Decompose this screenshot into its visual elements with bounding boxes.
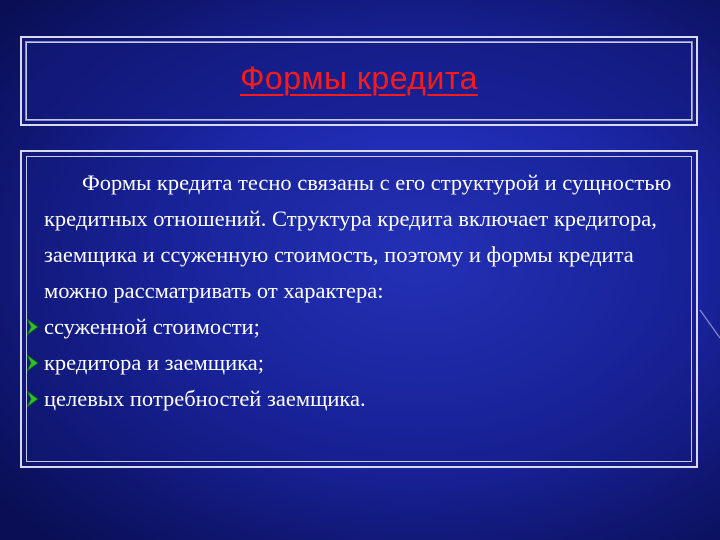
slide-title: Формы кредита <box>240 60 478 96</box>
intro-paragraph: Формы кредита тесно связаны с его структурой и сущностью кредитных отношений. Структура кредита включает кредитора, заемщика и ссуженную стоимость, поэтому и формы кредита можно рассматривать от характера: <box>44 170 672 303</box>
content-frame <box>20 150 698 468</box>
title-frame <box>20 36 698 126</box>
bullet-list <box>44 309 684 417</box>
bullet-text: целевых потребностей заемщика. <box>44 386 366 411</box>
arrowhead-bullet-icon <box>26 354 39 372</box>
content-text <box>44 165 684 417</box>
arrowhead-bullet-icon <box>26 318 39 336</box>
list-item <box>22 381 684 417</box>
arrowhead-bullet-icon <box>26 390 39 408</box>
bullet-text: ссуженной стоимости; <box>44 314 260 339</box>
bullet-text: кредитора и заемщика; <box>44 350 264 375</box>
list-item <box>22 345 684 381</box>
list-item <box>22 309 684 345</box>
